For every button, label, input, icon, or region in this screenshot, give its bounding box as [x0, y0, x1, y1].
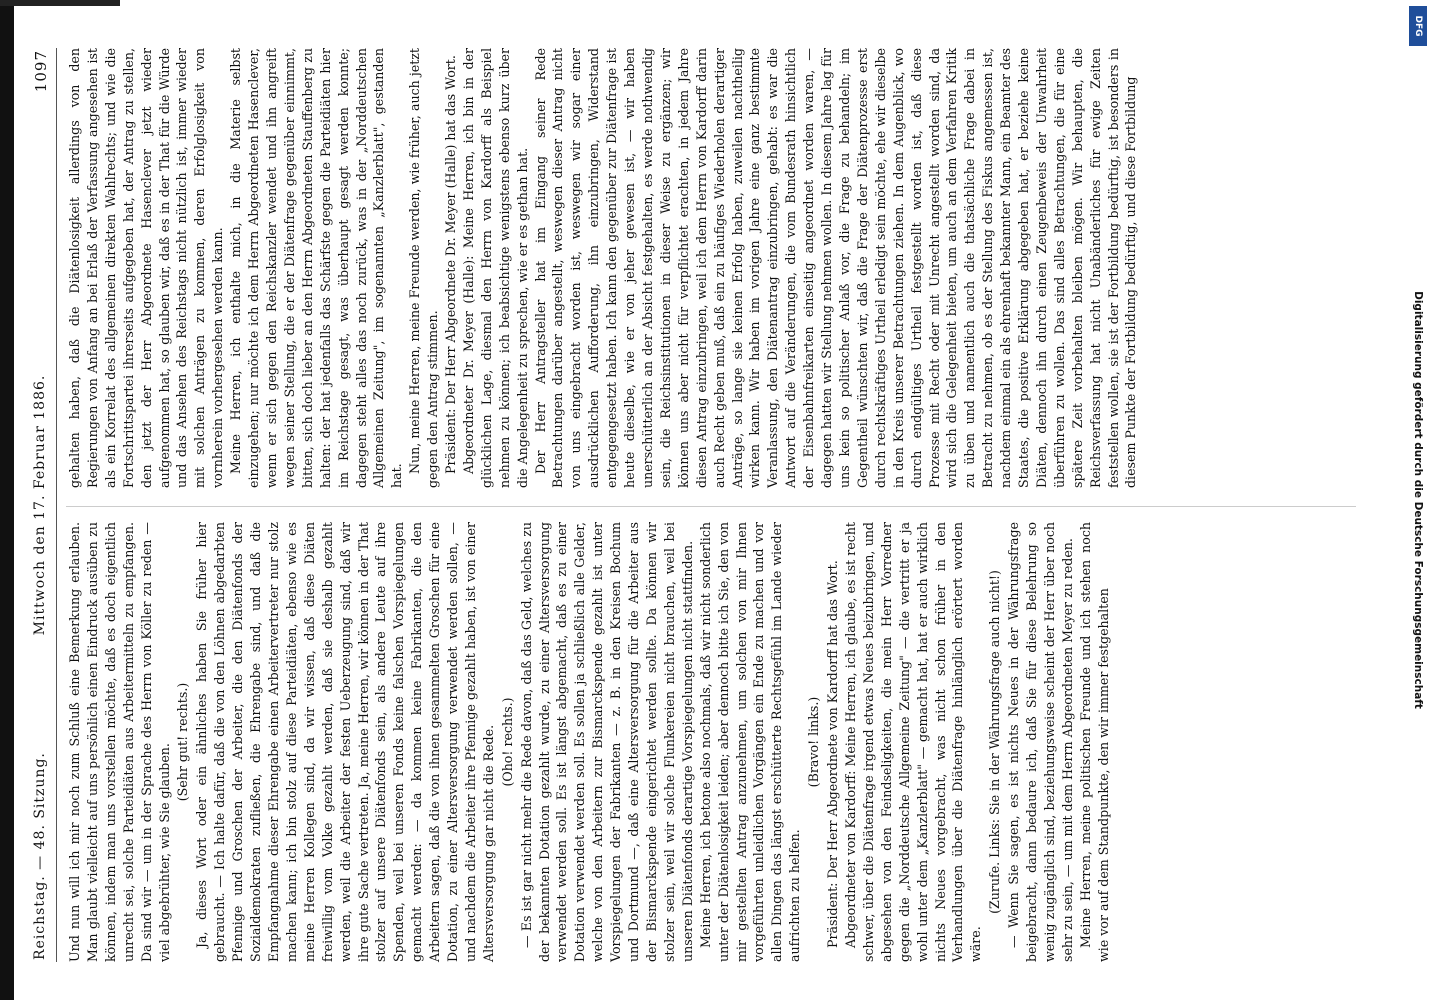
interjection: (Zurufe. Links: Sie in der Währungsfrage auch nicht!) [987, 570, 1003, 914]
document-page [30, 40, 1366, 970]
speaker-paragraph: Präsident: Der Herr Abgeordnete Dr. Meyer (Halle) hat das Wort. [443, 55, 459, 474]
left-column [66, 522, 1356, 962]
speaker-paragraph: Abgeordneter Dr. Meyer (Halle): Meine Herren, ich bin in der glücklichen Lage, diesmal den Herrn von Kardorff als Beispiel nehmen zu können; ich beabsichtige wenigstens ebenso kurz über die Angelegenheit zu sprechen, wie er es gethan hat. [460, 48, 530, 488]
scan-edge [0, 0, 14, 1000]
digitization-note: Digitalisierung gefördert durch die Deutsche Forschungsgemeinschaft [1412, 291, 1424, 709]
page-number: 1097 [32, 50, 50, 93]
right-column [66, 48, 1356, 488]
paragraph: Nun, meine Herren, meine Freunde werden, wie früher, auch jetzt gegen den Antrag stimmen. [407, 48, 441, 488]
interjection: (Sehr gut! rechts.) [175, 682, 191, 802]
paragraph: Meine Herren, ich betone also nochmals, daß wir nicht sonderlich unter der Diätenlosigkeit leiden; aber dennoch bitte ich Sie, den von mir gestellten Antrag anzunehmen, um solchen von mir Ihnen vorgeführten unleidlichen Vorgängen ein Ende zu machen und vor allen Dingen das längst erschütterte Rechtsgefühl im Lande wieder aufrichten zu helfen. [697, 522, 803, 962]
page-header [30, 40, 56, 970]
speaker-paragraph: Präsident: Der Herr Abgeordnete von Kardorff hat das Wort. [825, 560, 841, 948]
paragraph: gehalten haben, daß die Diätenlosigkeit allerdings von den Regierungen von Anfang an bei Erlaß der Verfassung angesehen ist als ein Korrelat des allgemeinen direkten Wahlrechts; und wie die Fortschrittspartei ihrerseits aufgegeben hat, der Antrag zu stellen, den jetzt der Herr Abgeordnete Hasenclever jetzt wieder aufgenommen hat, so glauben wir, daß es in der That für die Würde und das Ansehen des Reichstags nicht nützlich ist, immer wieder mit solchen Anträgen zu kommen, deren Erfolglosigkeit von vornherein vorhergesehen werden kann. [67, 48, 226, 488]
paragraph: Meine Herren, ich enthalte mich, in die Materie selbst einzugehen; nur möchte ich dem Herrn Abgeordneten Hasenclever, wenn er sich gegen den Reichskanzler wendet und ihn angreift wegen seiner Stellung, die er der Diätenfrage gegenüber einnimmt, bitten, sich doch lieber an den Herrn Abgeordneten Stauffenberg zu halten: der hat jedenfalls das Schärfste gegen die Parteidiäten hier im Reichstage gesagt, was überhaupt gesagt werden konnte; dagegen steht alles das noch zurück, was in der „Norddeutschen Allgemeinen Zeitung", im sogenannten „Kanzlerblatt", gestanden hat. [228, 48, 405, 488]
header-date: Mittwoch den 17. Februar 1886. [32, 374, 48, 636]
paragraph: Ja, dieses Wort oder ein ähnliches haben Sie früher hier gebraucht. — Ich halte dafür, daß die von den Löhnen abgedarbten Pfennige und Groschen der Arbeiter, die den Diätenfonds der Sozialdemokraten zufließen, die Ehrengabe sind, und daß die Empfangnahme dieser Ehrengabe einen Arbeitervertreter nur stolz machen kann; ich bin stolz auf diese Parteidiäten, ebenso wie es meine Herren Kollegen sind, da wir wissen, daß diese Diäten freiwillig vom Volke gezahlt werden, daß sie deshalb gezahlt werden, weil die Arbeiter der festen Ueberzeugung sind, daß wir ihre gute Sache vertreten. Ja, meine Herren, wir können in der That stolzer auf unsere Diätenfonds sein, als andere Leute auf ihre Spenden, weil bei unseren Fonds keine falschen Vorspiegelungen gemacht werden: — da kommen keine Fabrikanten, die den Arbeitern sagen, daß die von ihnen gesammelten Groschen für eine Dotation, zu einer Altersversorgung verwendet werden sollen, — und nachdem die Arbeiter ihre Pfennige gezahlt haben, ist von einer Altersversorgung gar nicht die Rede. [194, 522, 496, 962]
header-left: Reichstag. — 48. Sitzung. [32, 752, 48, 960]
interjection: (Bravo! links.) [806, 696, 822, 788]
paragraph: Der Herr Antragsteller hat im Eingang seiner Rede Betrachtungen darüber angestellt, weswegen dieser Antrag nicht von uns eingebracht worden ist, weswegen wir sogar einer ausdrücklichen Aufforderung, ihn einzubringen, Widerstand entgegengesetzt haben. Ich kann den gegenüber zur Diätenfrage ist heute dieselbe, wie er von jeher gewesen ist, — wir haben unerschütterlich an der Absicht festgehalten, es werde nothwendig sein, die Reichsinstitutionen in dieser Weise zu ergänzen; wir können uns aber nicht für verpflichtet erachten, in jedem Jahre diesen Antrag einzubringen, weil ich dem Herrn von Kardorff darin auch Recht geben muß, daß ein zu häufiges Wiederholen derartiger Anträge, so lange sie keinen Erfolg haben, zuweilen nachtheilig wirken kann. Wir haben im vorigen Jahre eine ganz bestimmte Veranlassung, den Diätenantrag einzubringen, gehabt: es war die Antwort auf die Veränderungen, die vom Bundesrath hinsichtlich der Eisenbahnfreikarten einseitig angeordnet worden waren, — dagegen hatten wir Stellung nehmen wollen. In diesem Jahre lag für uns kein so politischer Anlaß vor, die Frage zu behandeln; im Gegentheil wünschten wir, daß die Frage der Diätenprozesse erst durch rechtskräftiges Urtheil erledigt sein möchte, ehe wir dieselbe in den Kreis unserer Betrachtungen ziehen. In dem Augenblick, wo durch endgültiges Urtheil festgestellt worden ist, daß diese Prozesse mit Recht oder mit Unrecht angestellt worden sind, da wird sich die Gelegenheit bieten, um auch an dem Verfahren Kritik zu üben und namentlich auch die thatsächliche Frage dabei in Betracht zu nehmen, ob es der Stellung des Fiskus angemessen ist, nachdem einmal ein als ehrenhaft bekannter Mann, ein Beamter des Staates, die positive Erklärung abgegeben hat, er beziehe keine Diäten, dennoch ihn durch einen Zeugenbeweis der Unwahrheit überführen zu wollen. Das sind alles Betrachtungen, die für eine spätere Zeit vorbehalten bleiben mögen. Wir behaupten, die Reichsverfassung hat nicht Unabänderliches für ewige Zeiten feststellen wollen, sie ist der Fortbildung bedürftig, ist besonders in diesem Punkte der Fortbildung bedürftig, und diese Fortbildung [532, 48, 1139, 488]
dfg-logo-text: DFG [1413, 15, 1423, 37]
header-rule [56, 48, 57, 962]
interjection: (Oho! rechts.) [499, 697, 515, 787]
dfg-logo [1409, 6, 1427, 46]
column-divider [66, 506, 1356, 507]
paragraph: — Wenn Sie sagen, es ist nichts Neues in der Währungsfrage beigebracht, dann bedaure ich, daß Sie für diese Belehrung so wenig zugänglich sind, beziehungsweise scheint der Herr über noch sehr zu sein, — um mit dem Herrn Abgeordneten Meyer zu reden. [1006, 522, 1075, 962]
page-container [30, 40, 1366, 970]
digitization-sidebar [1406, 0, 1430, 1000]
scan-edge-top [0, 0, 120, 6]
speaker-paragraph: Abgeordneter von Kardorff: Meine Herren, ich glaube, es ist recht schwer, über die Diätenfrage irgend etwas Neues beizubringen, und abgesehen von den Feindseligkeiten, die mein Herr Vorredner gegen die „Norddeutsche Allgemeine Zeitung" — die vertritt er ja wohl unter dem „Kanzlerblatt" — gemacht hat, hat er auch wirklich nichts Neues vorgebracht, was nicht schon früher in den Verhandlungen über die Diätenfrage hinlänglich erörtert worden wäre. [842, 522, 984, 962]
paragraph: — Es ist gar nicht mehr die Rede davon, daß das Geld, welches zu der bekannten Dotation gezahlt wurde, zu einer Altersversorgung verwendet werden soll. Es ist längst abgemacht, daß es zu einer Dotation verwendet werden soll. Es sollen ja schließlich alle Gelder, welche von den Arbeitern zur Bismarckspende gezahlt ist unter Vorspiegelungen der Fabrikanten — z. B. in den Kreisen Bochum und Dortmund —, daß eine Altersversorgung für die Arbeiter aus der Bismarckspende eingerichtet werden sollte. Da können wir stolzer sein, weil wir solche Flunkereien nicht brauchen, weil bei unseren Diätenfonds derartige Vorspiegelungen nicht stattfinden. [518, 522, 695, 962]
paragraph: Und nun will ich mir noch zum Schluß eine Bemerkung erlauben. Man glaubt vielleicht auf uns persönlich einen Eindruck ausüben zu können, indem man uns vorstellen möchte, daß es doch eigentlich unrecht sei, solche Parteidiäten aus Arbeitermitteln zu empfangen. Da sind wir — um in der Sprache des Herrn von Köller zu reden — viel abgebrühter, wie Sie glauben. [67, 522, 172, 962]
paragraph: Meine Herren, meine politischen Freunde und ich stehen noch wie vor auf dem Standpunkte, den wir immer festgehalten [1077, 522, 1111, 962]
